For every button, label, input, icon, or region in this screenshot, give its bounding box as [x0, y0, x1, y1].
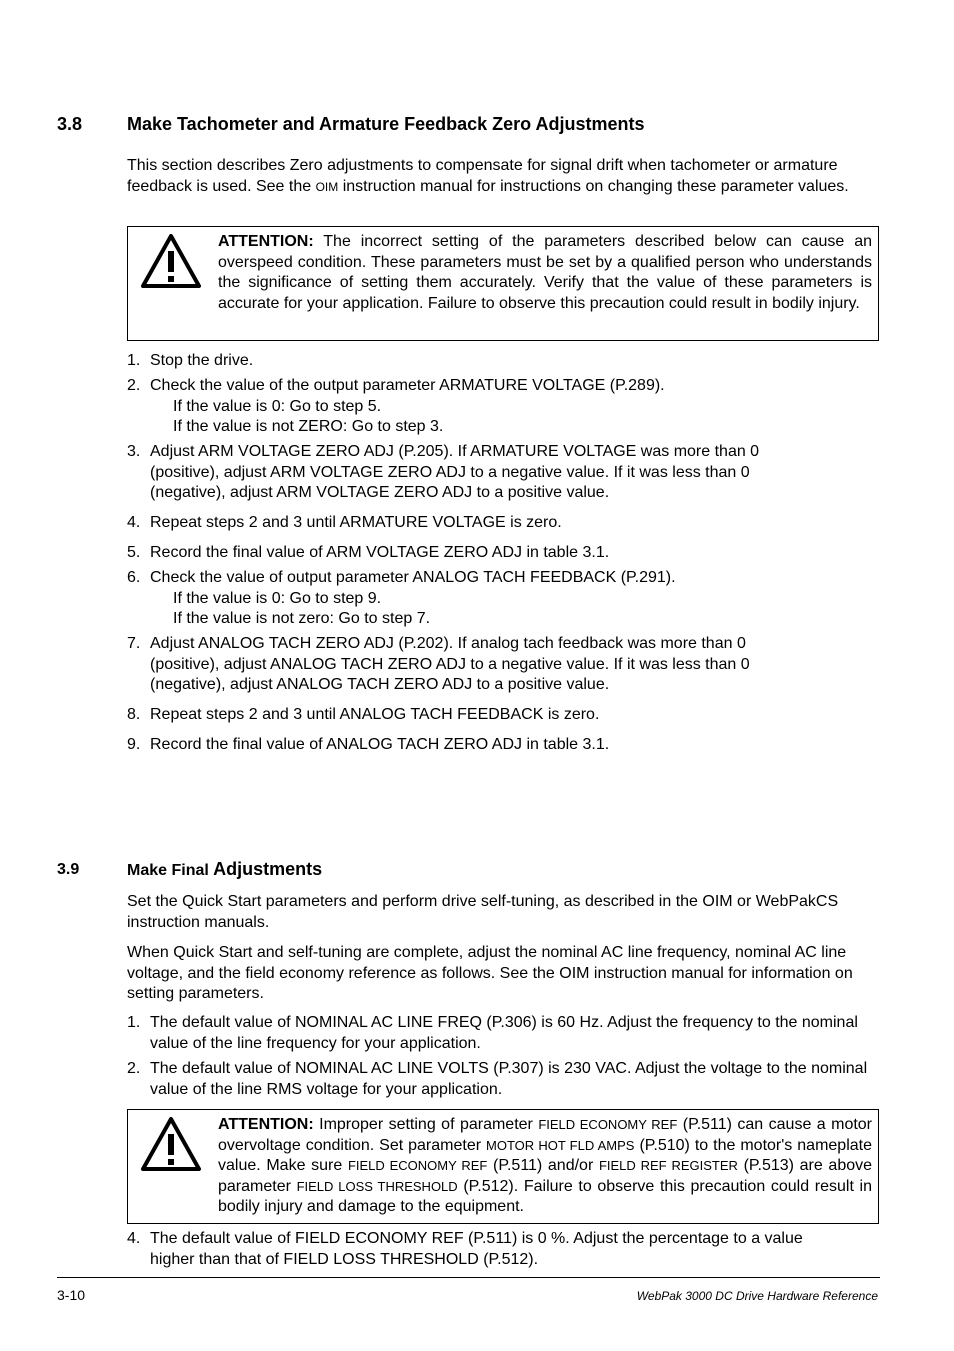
sub-step: If the value is 0: Go to step 5.: [173, 398, 382, 415]
sub-step: If the value is 0: Go to step 9.: [173, 590, 382, 607]
attention-box: [127, 1109, 879, 1224]
footer-rule: [57, 1277, 880, 1278]
section-number: 3.9: [57, 861, 80, 878]
warning-triangle-icon: [140, 1116, 202, 1172]
paragraph: When Quick Start and self-tuning are complete, adjust the nominal AC line frequency, nominal AC line voltage, and the field economy reference as follows. See the OIM instruction manual for information on setting parameters.: [127, 944, 853, 1002]
sub-step: If the value is not zero: Go to step 7.: [173, 610, 431, 627]
paragraph: Set the Quick Start parameters and perform drive self-tuning, as described in the OIM or WebPakCS instruction manuals.: [127, 893, 839, 931]
attention-text: ATTENTION: Improper setting of parameter FIELD ECONOMY REF (P.511) can cause a motor overvoltage condition. Set parameter MOTOR HOT FLD AMPS (P.510) to the motor's nameplate value. Make sure FIELD ECONOMY REF (P.511) and/or FIELD REF REGISTER (P.513) are above parameter FIELD LOSS THRESHOLD (P.512). Failure to observe this precaution could result in bodily injury and damage to the equipment.: [218, 1116, 873, 1215]
attention-box: [127, 226, 879, 341]
warning-triangle-icon: [140, 233, 202, 289]
document-title: WebPak 3000 DC Drive Hardware Reference: [636, 1289, 878, 1303]
section-title: Make Final Adjustments: [127, 859, 323, 879]
section-title: Make Tachometer and Armature Feedback Zero Adjustments: [127, 114, 645, 134]
intro-paragraph: This section describes Zero adjustments to compensate for signal drift when tachometer or armature feedback is used. See the OIM instruction manual for instructions on changing these parameter values.: [127, 157, 849, 195]
section-number: 3.8: [57, 114, 83, 134]
page-number: 3-10: [57, 1287, 86, 1303]
attention-text: ATTENTION: The incorrect setting of the parameters described below can cause an overspeed condition. These parameters must be set by a qualified person who understands the significance of setting them accurately. Verify that the value of these parameters is accurate for your application. Failure to observe this precaution could result in bodily injury.: [218, 233, 872, 312]
sub-step: If the value is not ZERO: Go to step 3.: [173, 418, 444, 435]
